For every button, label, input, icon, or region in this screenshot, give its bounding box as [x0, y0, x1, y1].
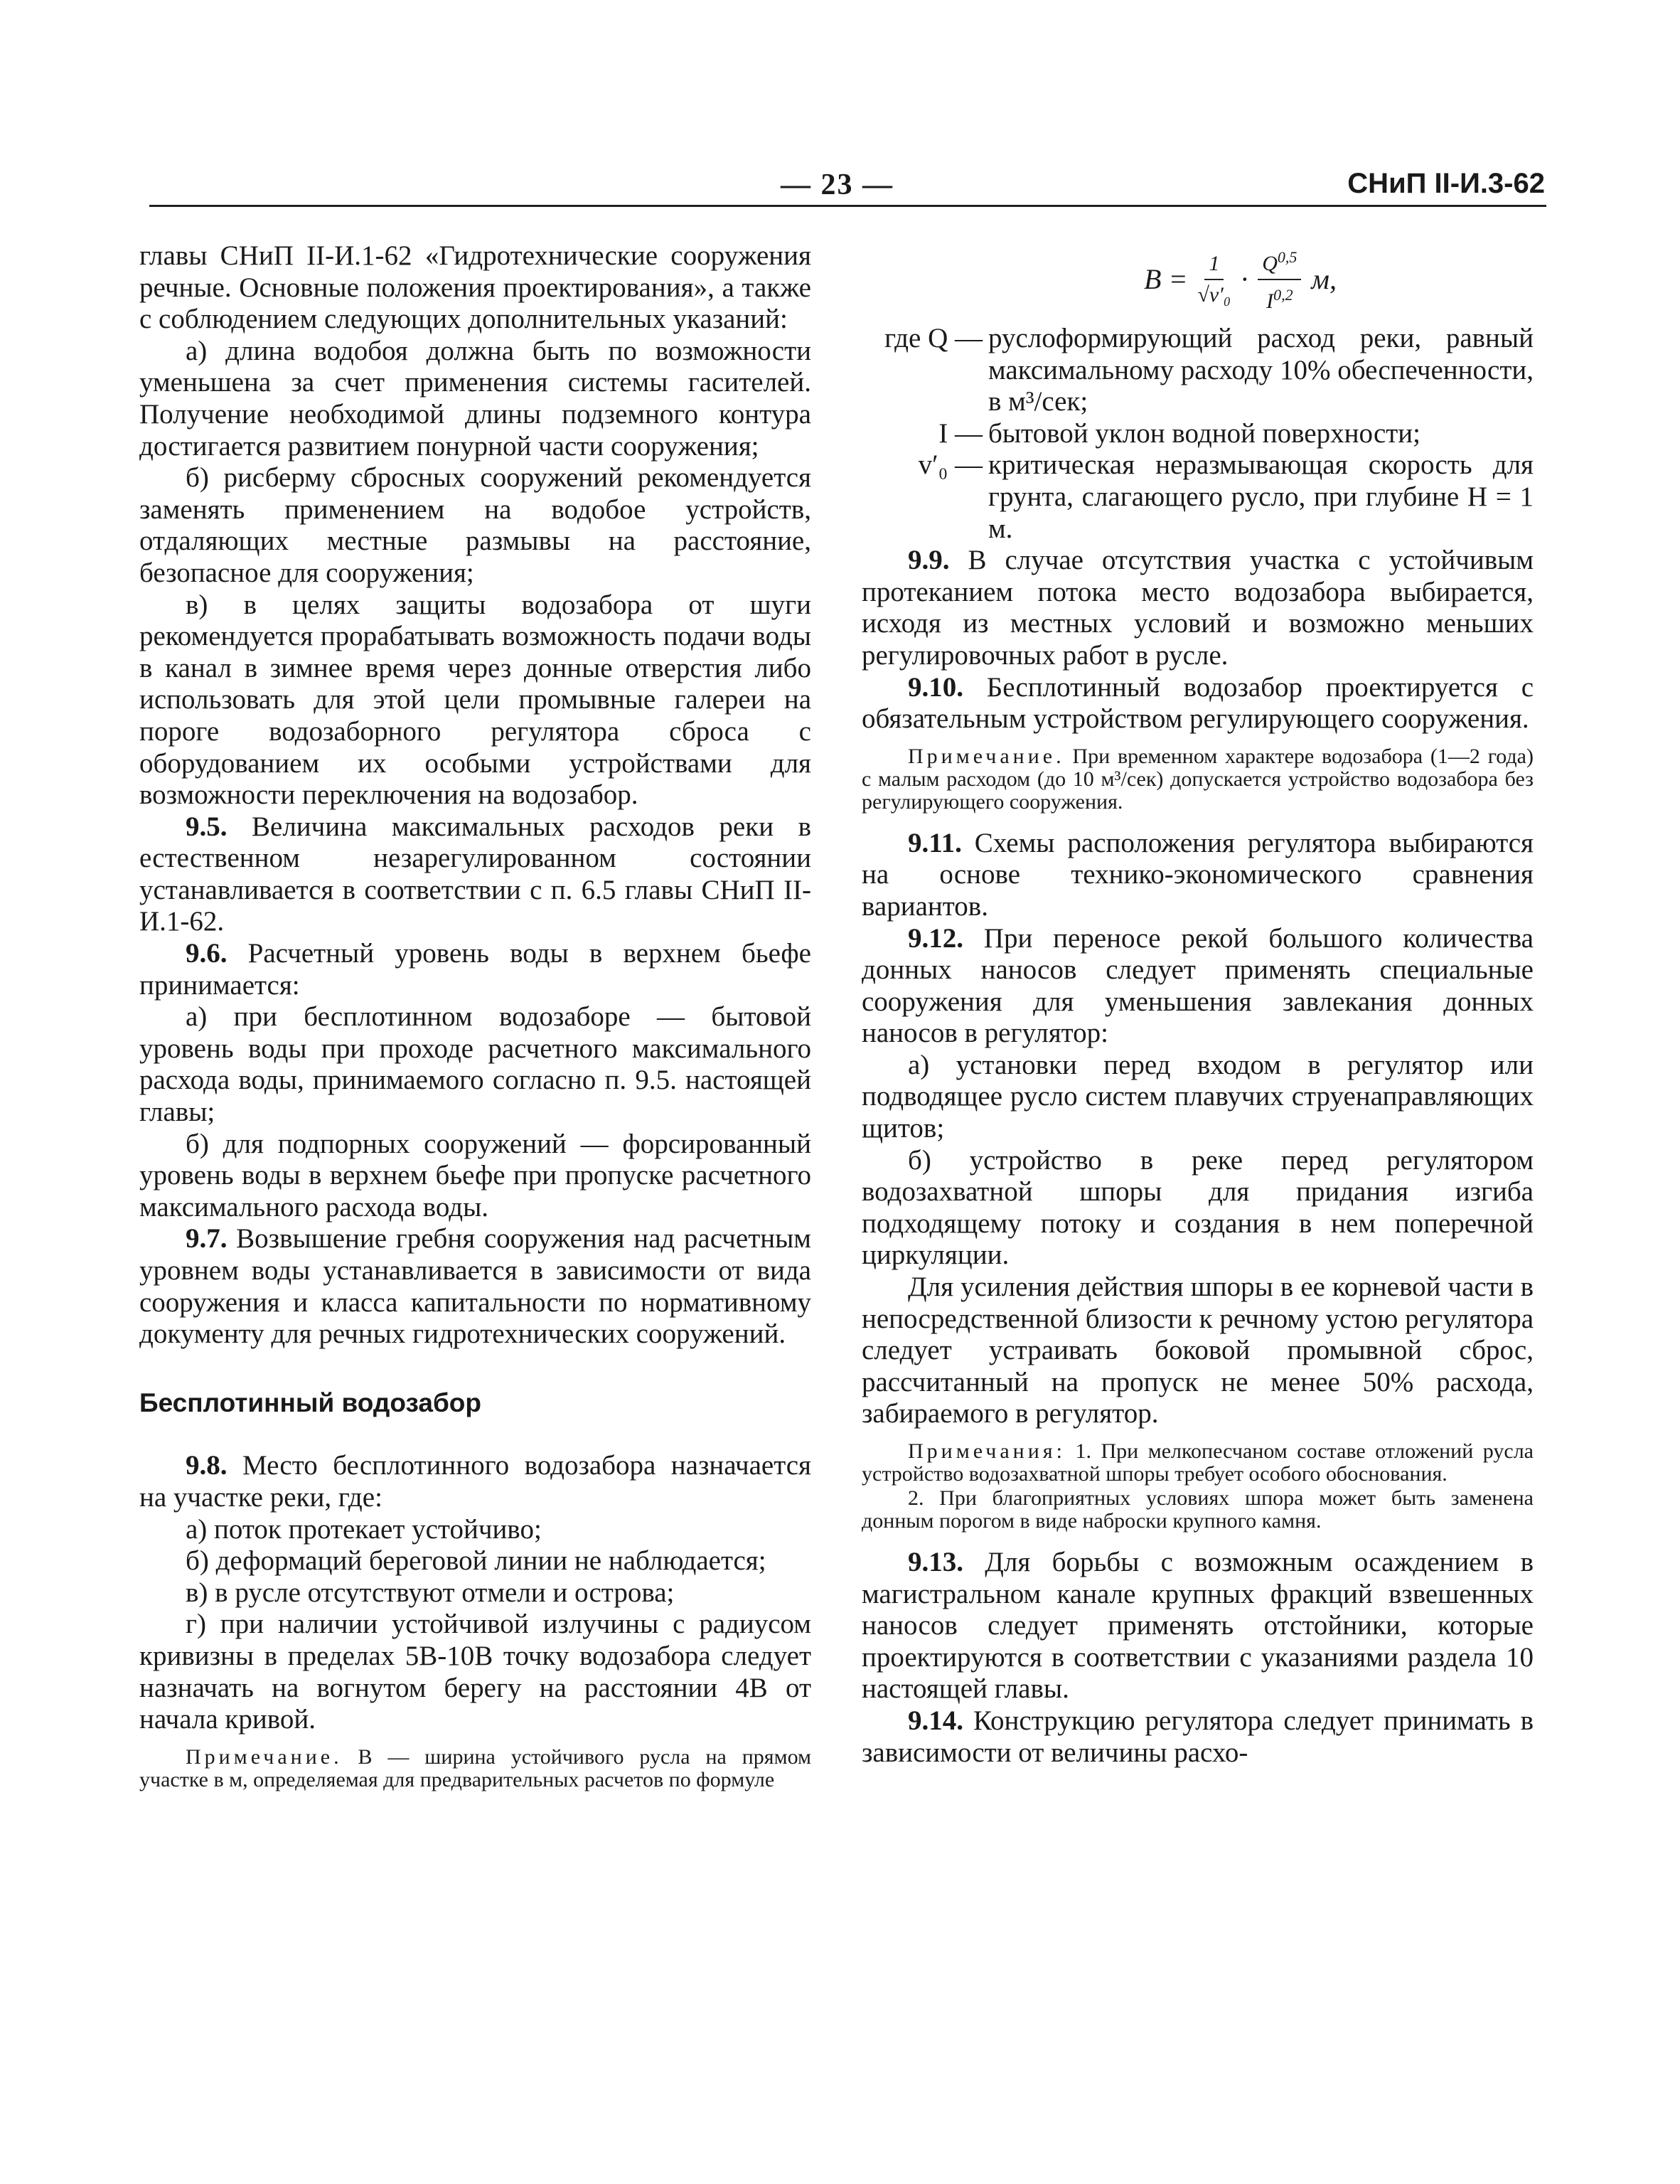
note-text: 1. При мелкопесчаном составе отложений русла устройство водозахватной шпоры требует особого обоснования.	[862, 1439, 1534, 1486]
section-text: Место бесплотинного водозабора назначается на участке реки, где:	[139, 1450, 811, 1513]
paragraph: а) поток протекает устойчиво;	[186, 1513, 542, 1545]
section-number: 9.8.	[186, 1450, 228, 1481]
fraction-one-over-root	[1197, 252, 1231, 307]
section-number: 9.10.	[908, 671, 963, 703]
section-heading: Бесплотинный водозабор	[139, 1387, 481, 1417]
paragraph: б) рисберму сбросных сооружений рекомендуется заменять применением на водобое устройств, отдаляющих местные размывы на расстояние, безопасное для сооружения;	[139, 462, 811, 588]
paragraph: а) установки перед входом в регулятор или подводящее русло систем плавучих струенаправляющих щитов;	[862, 1049, 1534, 1144]
formula-width	[947, 240, 1534, 319]
numerator	[1258, 245, 1301, 280]
section-text: Возвышение гребня сооружения над расчетным уровнем воды устанавливается в зависимости от вида сооружения и класса капитальности по нормативному документу для речных гидротехнических сооружений.	[139, 1223, 811, 1350]
section-9-10	[862, 672, 1534, 735]
formula-unit: м,	[1311, 262, 1337, 295]
section-number: 9.14.	[908, 1705, 963, 1736]
section-9-8	[139, 1450, 811, 1513]
paragraph: а) при бесплотинном водозаборе — бытовой уровень воды при проходе расчетного максимального расхода воды, принимаемого согласно п. 9.5. настоящей главы;	[139, 1001, 811, 1128]
paragraph: главы СНиП II-И.1-62 «Гидротехнические сооружения речные. Основные положения проектирования», а также с соблюдением следующих дополнительных указаний:	[139, 240, 811, 335]
note-label: Примечание.	[186, 1744, 343, 1769]
definition-i	[862, 418, 1534, 450]
document-code: СНиП II-И.3-62	[1347, 168, 1545, 199]
section-9-12	[862, 923, 1534, 1050]
section-number: 9.7.	[186, 1223, 228, 1255]
section-number: 9.5.	[186, 811, 228, 842]
section-9-13	[862, 1547, 1534, 1705]
notes-label: Примечания:	[908, 1439, 1066, 1463]
section-9-9	[862, 545, 1534, 671]
paragraph: а) длина водобоя должна быть по возможности уменьшена за счет применения системы гасителей. Получение необходимой длины подземного контура достигается развитием понурной части сооружения;	[139, 335, 811, 462]
section-9-7	[139, 1223, 811, 1350]
note: 2. При благоприятных условиях шпора может быть заменена донным порогом в виде наброски крупного камня.	[862, 1486, 1534, 1533]
paragraph: в) в русле отсутствуют отмели и острова;	[186, 1577, 675, 1608]
denominator	[1266, 280, 1293, 314]
symbol-q: Q	[1262, 252, 1278, 275]
numerator: 1	[1204, 252, 1224, 280]
section-text: Конструкцию регулятора следует принимать в зависимости от величины расхо-	[862, 1705, 1534, 1768]
definition-text: критическая неразмывающая скорость для грунта, слагающего русло, при глубине H = 1 м.	[988, 449, 1534, 544]
note	[139, 1746, 811, 1791]
definition-symbol: где Q —	[884, 323, 983, 353]
formula-definitions	[862, 323, 1534, 545]
notes	[862, 1440, 1534, 1486]
section-number: 9.9.	[908, 545, 950, 576]
section-text: Величина максимальных расходов реки в естественном незарегулированном состоянии устанавливается в соответствии с п. 6.5 главы СНиП II-И.1-62.	[139, 811, 811, 937]
section-text: Для борьбы с возможным осаждением в магистральном канале крупных фракций взвешенных наносов следует применять отстойники, которые проектируются в соответствии с указаниями раздела 10 настоящей главы.	[862, 1547, 1534, 1705]
definition-symbol: v′₀ —	[918, 449, 983, 481]
section-number: 9.6.	[186, 938, 228, 969]
section-9-11	[862, 828, 1534, 923]
section-number: 9.11.	[908, 827, 962, 858]
paragraph: б) для подпорных сооружений — форсированный уровень воды в верхнем бьефе при пропуске расчетного максимального расхода воды.	[139, 1128, 811, 1222]
exponent: 0,5	[1277, 248, 1298, 266]
right-column	[862, 240, 1534, 1769]
section-number: 9.12.	[908, 922, 963, 954]
definition-text: руслоформирующий расход реки, равный максимальному расходу 10% обеспеченности, в м³/сек;	[988, 323, 1534, 417]
note-text: В — ширина устойчивого русла на прямом участке в м, определяемая для предварительных расчетов по формуле	[139, 1744, 811, 1791]
section-9-6	[139, 938, 811, 1001]
paragraph: Для усиления действия шпоры в ее корневой части в непосредственной близости к речному устою регулятора следует устраивать боковой промывной сброс, рассчитанный на пропуск не менее 50% расхода, забираемого в регулятор.	[862, 1272, 1534, 1429]
definition-v	[862, 449, 1534, 545]
note-text: При временном характере водозабора (1—2 года) с малым расходом (до 10 м³/сек) допускается устройство водозабора без регулирующего сооружения.	[862, 744, 1534, 814]
multiply-dot: ·	[1241, 262, 1248, 295]
definition-symbol: I —	[938, 417, 983, 449]
section-text: Бесплотинный водозабор проектируется с обязательным устройством регулирующего сооружения.	[862, 671, 1534, 735]
symbol-i: I	[1266, 289, 1274, 313]
page-number: — 23 —	[781, 169, 894, 201]
section-9-14	[862, 1705, 1534, 1769]
section-text: В случае отсутствия участка с устойчивым протеканием потока место водозабора выбирается, исходя из местных условий и возможно меньших регулировочных работ в русле.	[862, 545, 1534, 671]
definition-text: бытовой уклон водной поверхности;	[988, 417, 1421, 449]
section-text: Расчетный уровень воды в верхнем бьефе принимается:	[139, 938, 811, 1001]
exponent: 0,2	[1273, 286, 1293, 304]
paragraph: б) деформаций береговой линии не наблюдается;	[186, 1545, 766, 1577]
definition-q	[862, 323, 1534, 418]
section-9-5	[139, 811, 811, 938]
denominator: √v′₀	[1197, 283, 1231, 307]
section-number: 9.13.	[908, 1547, 963, 1577]
section-text: При переносе рекой большого количества донных наносов следует применять специальные сооружения для уменьшения завлекания донных наносов в регулятор:	[862, 922, 1534, 1049]
paragraph: г) при наличии устойчивой излучины с радиусом кривизны в пределах 5В-10В точку водозабора следует назначать на вогнутом берегу на расстоянии 4В от начала кривой.	[139, 1609, 811, 1735]
paragraph: б) устройство в реке перед регулятором водозахватной шпоры для придания изгиба подходящему потоку и создания в нем поперечной циркуляции.	[862, 1144, 1534, 1271]
formula-lhs: B =	[1144, 262, 1188, 295]
header-rule	[149, 205, 1546, 207]
section-text: Схемы расположения регулятора выбираются на основе технико-экономического сравнения вариантов.	[862, 827, 1534, 922]
left-column	[139, 240, 811, 1806]
paragraph: в) в целях защиты водозабора от шуги рекомендуется прорабатывать возможность подачи воды в канал в зимнее время через донные отверстия либо использовать для этой цели промывные галереи на пороге водозаборного регулятора сброса с оборудованием их особыми устройствами для возможности переключения на водозабор.	[139, 589, 811, 811]
note	[862, 745, 1534, 814]
fraction-q-over-i	[1258, 245, 1301, 314]
note-label: Примечание.	[908, 744, 1065, 768]
